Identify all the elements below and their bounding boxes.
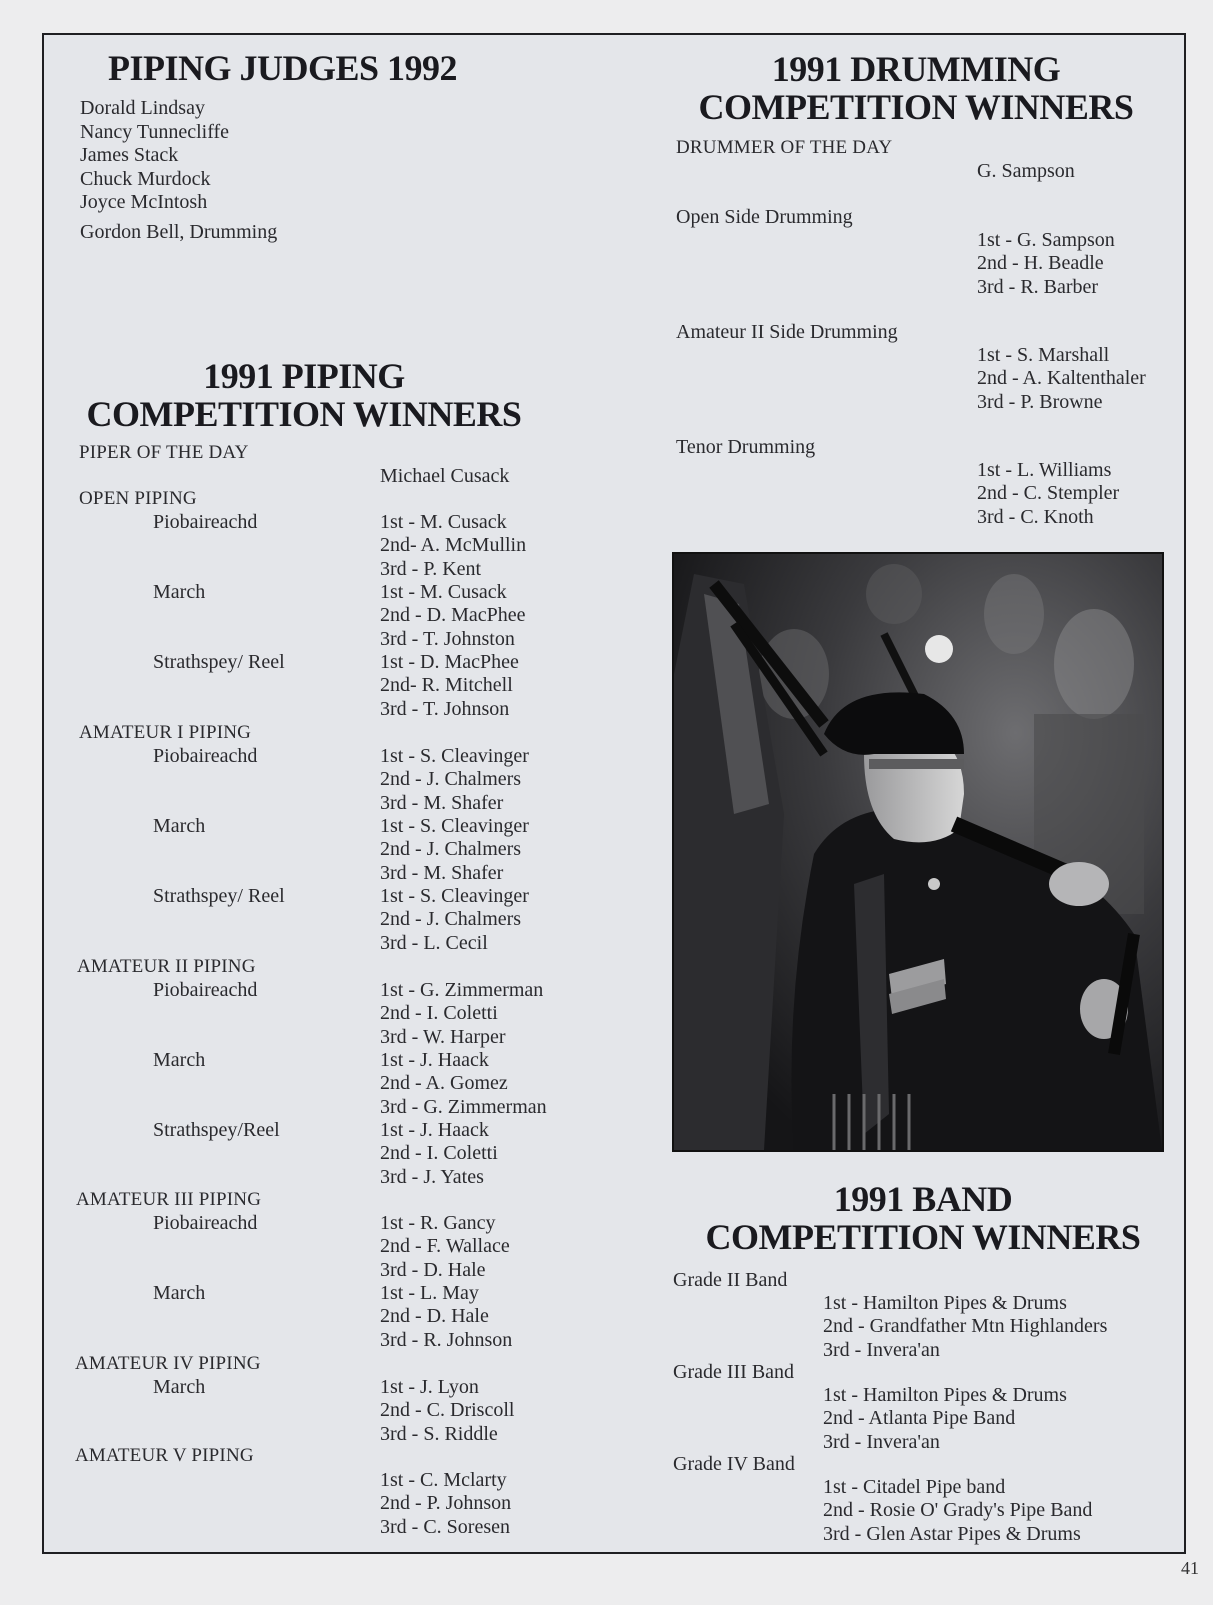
drum-event-name: Amateur II Side Drumming [676, 321, 898, 343]
piper-photo-image [674, 554, 1162, 1150]
category-name: OPEN PIPING [79, 488, 197, 509]
result-entry: 3rd - D. Hale [380, 1258, 486, 1281]
result-entry: 3rd - P. Kent [380, 557, 482, 580]
drumming-heading-line2: COMPETITION WINNERS [698, 87, 1134, 127]
result-entry: 3rd - L. Cecil [380, 931, 488, 954]
event-name: March [153, 1376, 206, 1398]
drum-event-name: Tenor Drumming [676, 436, 816, 458]
result-entry: 1st - C. Mclarty [380, 1469, 507, 1491]
result-entry: 3rd - G. Zimmerman [380, 1095, 547, 1118]
result-entry: 1st - S. Marshall [977, 344, 1110, 366]
result-entry: 1st - Hamilton Pipes & Drums [823, 1384, 1067, 1406]
result-entry: 1st - D. MacPhee [380, 651, 519, 673]
event-results [380, 1119, 498, 1189]
drum-event-results [977, 344, 1146, 414]
drummer-of-day-winner: G. Sampson [977, 160, 1075, 182]
result-entry: 2nd - I. Coletti [380, 1142, 498, 1165]
result-entry: 3rd - T. Johnson [380, 697, 510, 720]
drumming-judge: Gordon Bell, Drumming [80, 220, 278, 243]
event-name: Piobaireachd [153, 979, 258, 1001]
result-entry: 1st - G. Zimmerman [380, 979, 544, 1001]
result-entry: 3rd - J. Yates [380, 1165, 484, 1188]
result-entry: 1st - R. Gancy [380, 1212, 496, 1234]
event-name: March [153, 1049, 206, 1071]
event-name: Piobaireachd [153, 1212, 258, 1234]
band-grade-results [823, 1476, 1092, 1546]
event-results [380, 979, 543, 1049]
piper-of-day-winner: Michael Cusack [380, 465, 510, 487]
event-results [380, 511, 526, 581]
piping-heading-line2: COMPETITION WINNERS [86, 394, 522, 434]
result-entry: 3rd - T. Johnston [380, 627, 515, 650]
result-entry: 3rd - P. Browne [977, 390, 1103, 413]
band-grade-name: Grade II Band [673, 1269, 788, 1291]
band-grade-name: Grade III Band [673, 1361, 795, 1383]
result-entry: 2nd - Grandfather Mtn Highlanders [823, 1315, 1108, 1338]
piping-heading [65, 357, 543, 433]
result-entry: 3rd - S. Riddle [380, 1422, 498, 1445]
result-entry: 1st - J. Lyon [380, 1376, 479, 1398]
result-entry: 2nd - H. Beadle [977, 252, 1104, 275]
event-results [380, 745, 529, 815]
event-results [380, 1049, 547, 1119]
event-results [380, 1376, 514, 1446]
result-entry: 2nd- R. Mitchell [380, 674, 513, 697]
result-entry: 3rd - W. Harper [380, 1025, 506, 1048]
result-entry: 3rd - Glen Astar Pipes & Drums [823, 1522, 1081, 1545]
result-entry: 2nd - D. MacPhee [380, 604, 526, 627]
event-results [380, 1282, 512, 1352]
event-name: Piobaireachd [153, 511, 258, 533]
result-entry: 1st - M. Cusack [380, 581, 507, 603]
judge-name: Nancy Tunnecliffe [80, 120, 230, 143]
result-entry: 2nd - Atlanta Pipe Band [823, 1407, 1016, 1430]
result-entry: 1st - G. Sampson [977, 229, 1115, 251]
category-name: AMATEUR II PIPING [77, 956, 256, 977]
category-name: AMATEUR V PIPING [75, 1445, 254, 1466]
result-entry: 3rd - C. Soresen [380, 1515, 510, 1538]
band-heading-line1: 1991 BAND [833, 1179, 1013, 1219]
event-results [380, 1469, 511, 1539]
event-name: Strathspey/ Reel [153, 885, 285, 907]
result-entry: 1st - S. Cleavinger [380, 815, 529, 837]
result-entry: 2nd - Rosie O' Grady's Pipe Band [823, 1499, 1093, 1522]
result-entry: 2nd - C. Stempler [977, 482, 1120, 505]
result-entry: 2nd - P. Johnson [380, 1492, 512, 1515]
result-entry: 2nd - J. Chalmers [380, 838, 522, 861]
result-entry: 3rd - R. Barber [977, 275, 1099, 298]
band-grade-results [823, 1292, 1107, 1362]
category-name: AMATEUR I PIPING [79, 722, 252, 743]
result-entry: 2nd - A. Gomez [380, 1072, 508, 1095]
result-entry: 1st - L. May [380, 1282, 479, 1304]
result-entry: 2nd - J. Chalmers [380, 908, 522, 931]
page-number: 41 [1181, 1558, 1199, 1578]
result-entry: 2nd - F. Wallace [380, 1235, 510, 1258]
event-results [380, 1212, 510, 1282]
event-name: Strathspey/ Reel [153, 651, 285, 673]
drumming-heading-line1: 1991 DRUMMING [771, 49, 1061, 89]
judge-name: James Stack [80, 144, 179, 166]
result-entry: 3rd - C. Knoth [977, 505, 1094, 528]
drum-event-results [977, 459, 1119, 529]
result-entry: 2nd - C. Driscoll [380, 1399, 515, 1422]
event-results [380, 651, 519, 721]
result-entry: 2nd - D. Hale [380, 1305, 489, 1328]
judges-list [80, 97, 277, 244]
result-entry: 1st - S. Cleavinger [380, 745, 529, 767]
result-entry: 2nd - A. Kaltenthaler [977, 367, 1146, 390]
event-name: Piobaireachd [153, 745, 258, 767]
piper-of-day-label: PIPER OF THE DAY [79, 442, 249, 463]
event-results [380, 815, 529, 885]
result-entry: 1st - L. Williams [977, 459, 1112, 481]
event-name: March [153, 581, 206, 603]
piping-heading-line1: 1991 PIPING [203, 356, 405, 396]
result-entry: 1st - J. Haack [380, 1119, 489, 1141]
band-grade-results [823, 1384, 1067, 1454]
result-entry: 1st - Hamilton Pipes & Drums [823, 1292, 1067, 1314]
result-entry: 1st - M. Cusack [380, 511, 507, 533]
result-entry: 2nd - I. Coletti [380, 1002, 498, 1025]
result-entry: 2nd - J. Chalmers [380, 768, 522, 791]
event-name: March [153, 1282, 206, 1304]
result-entry: 1st - Citadel Pipe band [823, 1476, 1006, 1498]
drumming-heading [676, 50, 1156, 126]
result-entry: 3rd - R. Johnson [380, 1328, 513, 1351]
event-name: March [153, 815, 206, 837]
band-heading-line2: COMPETITION WINNERS [705, 1217, 1141, 1257]
result-entry: 3rd - Invera'an [823, 1338, 940, 1361]
judge-name: Dorald Lindsay [80, 97, 205, 119]
piper-photo [672, 552, 1164, 1152]
result-entry: 3rd - Invera'an [823, 1430, 940, 1453]
result-entry: 2nd- A. McMullin [380, 534, 527, 557]
category-name: AMATEUR IV PIPING [75, 1353, 261, 1374]
drummer-of-day-label: DRUMMER OF THE DAY [676, 137, 893, 158]
event-name: Strathspey/Reel [153, 1119, 280, 1141]
judge-name: Chuck Murdock [80, 167, 211, 190]
category-name: AMATEUR III PIPING [76, 1189, 262, 1210]
judge-name: Joyce McIntosh [80, 191, 208, 213]
result-entry: 1st - J. Haack [380, 1049, 489, 1071]
result-entry: 1st - S. Cleavinger [380, 885, 529, 907]
drum-event-name: Open Side Drumming [676, 206, 853, 228]
result-entry: 3rd - M. Shafer [380, 791, 504, 814]
event-results [380, 885, 529, 955]
judges-heading: PIPING JUDGES 1992 [108, 48, 458, 88]
band-grade-name: Grade IV Band [673, 1453, 795, 1475]
drum-event-results [977, 229, 1115, 299]
event-results [380, 581, 526, 651]
result-entry: 3rd - M. Shafer [380, 861, 504, 884]
band-heading [683, 1180, 1163, 1256]
